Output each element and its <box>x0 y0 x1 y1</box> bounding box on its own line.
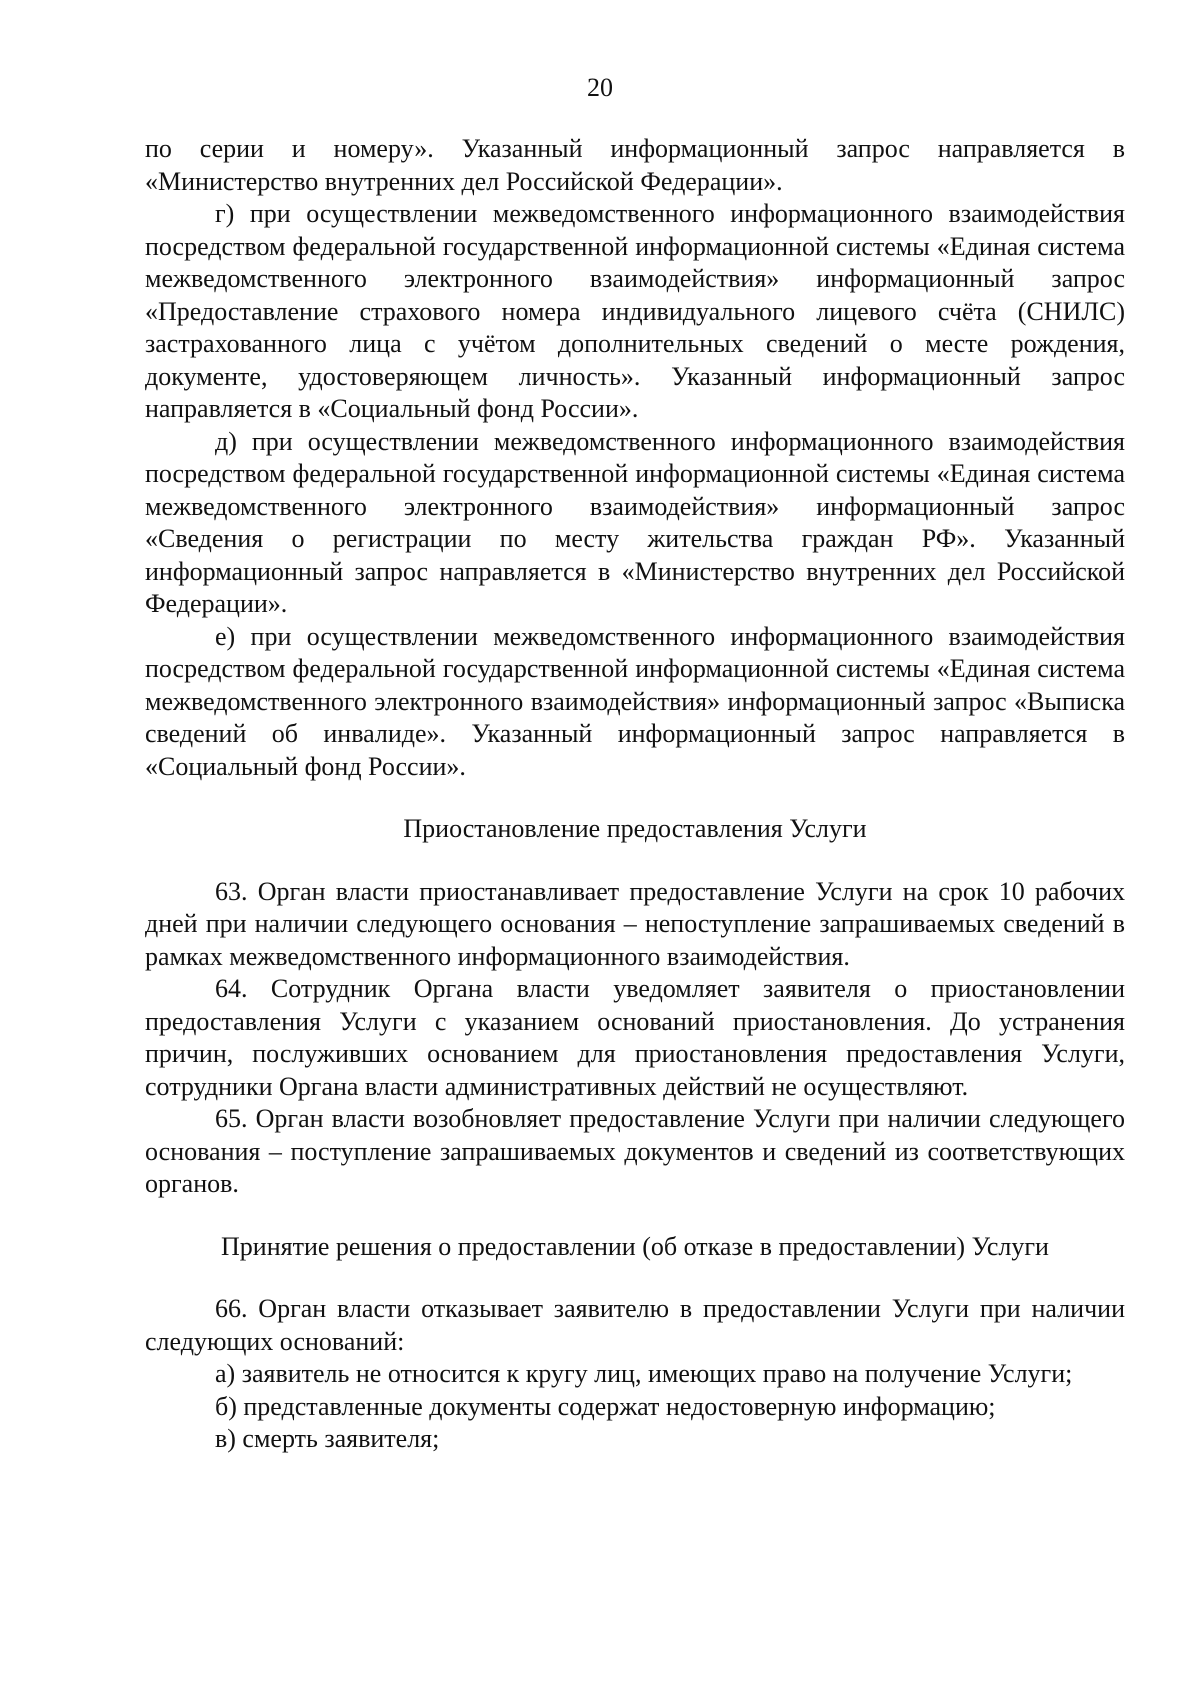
page-number: 20 <box>587 73 613 102</box>
paragraph-continuation: по серии и номеру». Указанный информационный запрос направляется в «Министерство внутренних дел Российской Федерации». <box>145 134 1125 196</box>
paragraph-item-b: б) представленные документы содержат недостоверную информацию; <box>215 1391 996 1421</box>
paragraph-64: 64. Сотрудник Органа власти уведомляет заявителя о приостановлении предоставления Услуги с указанием оснований приостановления. До устранения причин, послуживших основанием для приостановления предоставления Услуги, сотрудники Органа власти административных действий не осуществляют. <box>145 974 1125 1101</box>
section-heading-suspension: Приостановление предоставления Услуги <box>403 814 867 843</box>
paragraph-item-e: е) при осуществлении межведомственного информационного взаимодействия посредством федеральной государственной информационной системы «Единая система межведомственного электронного взаимодействия» информационный запрос «Выписка сведений об инвалиде». Указанный информационный запрос направляется в «Социальный фонд России». <box>145 621 1125 781</box>
paragraph-65: 65. Орган власти возобновляет предоставление Услуги при наличии следующего основания – поступление запрашиваемых документов и сведений из соответствующих органов. <box>145 1104 1125 1198</box>
paragraph-item-g: г) при осуществлении межведомственного информационного взаимодействия посредством федеральной государственной информационной системы «Единая система межведомственного электронного взаимодействия» информационный запрос «Предоставление страхового номера индивидуального лицевого счёта (СНИЛС) застрахованного лица с учётом дополнительных сведений о месте рождения, документе, удостоверяющем личность». Указанный информационный запрос направляется в «Социальный фонд России». <box>145 199 1125 423</box>
paragraph-item-v: в) смерть заявителя; <box>215 1424 440 1453</box>
paragraph-item-d: д) при осуществлении межведомственного информационного взаимодействия посредством федеральной государственной информационной системы «Единая система межведомственного электронного взаимодействия» информационный запрос «Сведения о регистрации по месту жительства граждан РФ». Указанный информационный запрос направляется в «Министерство внутренних дел Российской Федерации». <box>145 426 1125 618</box>
document-body <box>145 133 1125 1456</box>
paragraph-63: 63. Орган власти приостанавливает предоставление Услуги на срок 10 рабочих дней при наличии следующего основания – непоступление запрашиваемых сведений в рамках межведомственного информационного взаимодействия. <box>145 876 1125 971</box>
paragraph-item-a: а) заявитель не относится к кругу лиц, имеющих право на получение Услуги; <box>215 1359 1073 1388</box>
paragraph-66: 66. Орган власти отказывает заявителю в предоставлении Услуги при наличии следующих оснований: <box>145 1294 1125 1356</box>
section-heading-decision: Принятие решения о предоставлении (об отказе в предоставлении) Услуги <box>221 1231 1049 1261</box>
